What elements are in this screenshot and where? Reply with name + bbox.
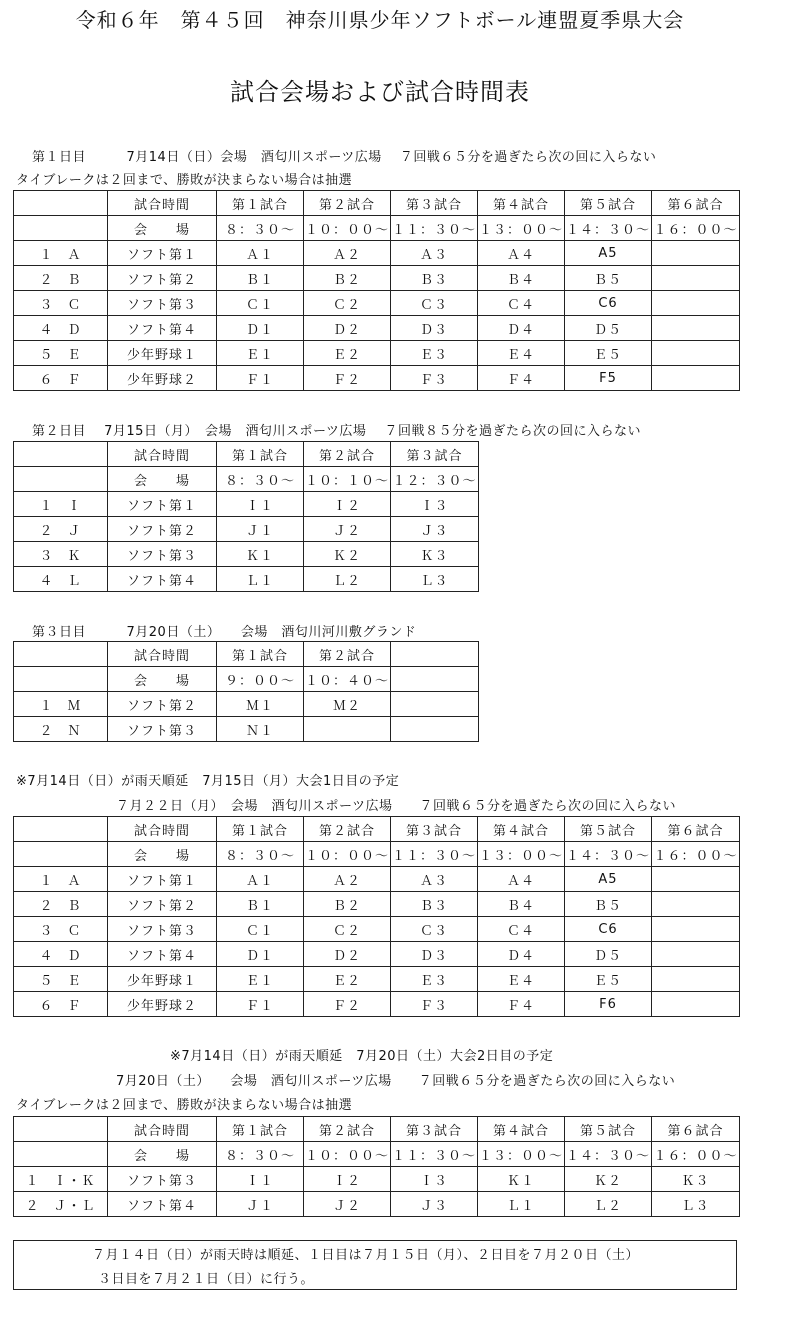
table-cell: 第１試合 [217, 1117, 304, 1142]
table-cell: ８：３０～ [217, 467, 304, 492]
table-cell: Ｋ１ [478, 1167, 565, 1192]
table-cell: 第２試合 [304, 1117, 391, 1142]
table-cell: ソフト第３ [108, 1167, 217, 1192]
table-row [14, 692, 479, 717]
table-cell: Ｆ２ [304, 366, 391, 391]
table-cell: ２ Ｎ [14, 717, 108, 742]
table-cell: ６ Ｆ [14, 366, 108, 391]
table-row [14, 492, 479, 517]
table-cell: Ｄ５ [565, 316, 652, 341]
table-cell [652, 291, 740, 316]
table-cell: Ｂ１ [217, 266, 304, 291]
table-cell: ソフト第２ [108, 892, 217, 917]
table-cell: Ｅ１ [217, 967, 304, 992]
table-cell: Ｃ２ [304, 917, 391, 942]
table-row [14, 992, 740, 1017]
table-cell: Ｊ２ [304, 517, 391, 542]
table-cell: Ｌ２ [565, 1192, 652, 1217]
table-cell: Ｄ１ [217, 316, 304, 341]
table-cell: Ｅ５ [565, 341, 652, 366]
table-cell: Ｅ３ [391, 341, 478, 366]
table-cell: Ｉ２ [304, 1167, 391, 1192]
table-row [14, 316, 740, 341]
table-cell [652, 867, 740, 892]
table-cell [652, 241, 740, 266]
table-cell [652, 316, 740, 341]
table-cell [652, 992, 740, 1017]
table-cell: 試合時間 [108, 817, 217, 842]
table-cell: 会 場 [108, 216, 217, 241]
table-cell: 第１試合 [217, 442, 304, 467]
table-cell: １４：３０～ [565, 216, 652, 241]
table-cell: 少年野球２ [108, 992, 217, 1017]
table-cell [14, 842, 108, 867]
table-cell [14, 642, 108, 667]
table-cell: 会 場 [108, 467, 217, 492]
table-cell: ソフト第１ [108, 867, 217, 892]
table-cell: 第４試合 [478, 817, 565, 842]
header-row-start-times [14, 216, 740, 241]
header-row-start-times [14, 467, 479, 492]
table-cell: ソフト第１ [108, 241, 217, 266]
day1-heading: 第１日目 7月14日（日）会場 酒匂川スポーツ広場 ７回戦６５分を過ぎたら次の回に入らない [32, 150, 657, 165]
table-cell: Ｂ４ [478, 266, 565, 291]
document-subtitle: 試合会場および試合時間表 [230, 78, 530, 106]
table-cell: 少年野球２ [108, 366, 217, 391]
table-row [14, 517, 479, 542]
table-row [14, 717, 479, 742]
table-cell: Ｂ２ [304, 266, 391, 291]
table-cell: 第６試合 [652, 817, 740, 842]
table-row [14, 542, 479, 567]
table-cell: Ｋ２ [565, 1167, 652, 1192]
table-cell: Ｂ４ [478, 892, 565, 917]
table-cell: Ｃ１ [217, 917, 304, 942]
table-cell [652, 917, 740, 942]
footer-note-line2: ３日目を７月２１日（日）に行う。 [98, 1272, 315, 1287]
table-cell: 試合時間 [108, 642, 217, 667]
header-row-times-label [14, 191, 740, 216]
table-cell: ソフト第４ [108, 567, 217, 592]
table-cell: ソフト第３ [108, 917, 217, 942]
table-cell: Ｆ４ [478, 992, 565, 1017]
table-cell: 第４試合 [478, 1117, 565, 1142]
table-cell: 第１試合 [217, 642, 304, 667]
table-cell: 第６試合 [652, 191, 740, 216]
table-cell: 第５試合 [565, 817, 652, 842]
table-cell: １０：００～ [304, 216, 391, 241]
table-cell: ソフト第２ [108, 266, 217, 291]
table-cell: 第１試合 [217, 191, 304, 216]
header-row-start-times [14, 842, 740, 867]
table-cell: 第１試合 [217, 817, 304, 842]
table-cell: １３：００～ [478, 1142, 565, 1167]
table-cell: ２ Ｊ・Ｌ [14, 1192, 108, 1217]
table-cell: Ｄ５ [565, 942, 652, 967]
table-cell: ソフト第４ [108, 942, 217, 967]
table-cell: Ｌ１ [217, 567, 304, 592]
table-cell: 第３試合 [391, 1117, 478, 1142]
table-row [14, 1192, 740, 1217]
table-cell: １３：００～ [478, 842, 565, 867]
day2-schedule-table [13, 441, 479, 592]
table-cell: Ａ１ [217, 867, 304, 892]
table-cell: ソフト第２ [108, 517, 217, 542]
table-cell: 会 場 [108, 842, 217, 867]
table-cell: Ｊ１ [217, 1192, 304, 1217]
header-row-times-label [14, 817, 740, 842]
rain2-note: ※7月14日（日）が雨天順延 7月20日（土）大会2日目の予定 [170, 1049, 554, 1064]
table-cell: ３ Ｃ [14, 917, 108, 942]
table-cell: Ａ１ [217, 241, 304, 266]
table-cell: Ｅ４ [478, 967, 565, 992]
table-row [14, 942, 740, 967]
table-cell: ソフト第３ [108, 542, 217, 567]
table-cell: Ｂ５ [565, 892, 652, 917]
table-cell: Ｌ３ [391, 567, 479, 592]
day3-schedule-table [13, 641, 479, 742]
day1-schedule-table [13, 190, 740, 391]
table-cell: Ｉ３ [391, 492, 479, 517]
table-cell: Ｃ３ [391, 291, 478, 316]
table-cell [14, 1142, 108, 1167]
table-cell: Ｄ２ [304, 316, 391, 341]
table-cell: 会 場 [108, 667, 217, 692]
table-cell: 第２試合 [304, 442, 391, 467]
table-cell: Ａ３ [391, 867, 478, 892]
table-cell: 試合時間 [108, 191, 217, 216]
table-cell: F6 [565, 992, 652, 1017]
table-cell: ８：３０～ [217, 1142, 304, 1167]
table-cell: Ｆ３ [391, 992, 478, 1017]
table-cell: Ｋ３ [652, 1167, 740, 1192]
table-cell: ２ Ｂ [14, 266, 108, 291]
table-cell [652, 892, 740, 917]
table-cell: 第５試合 [565, 191, 652, 216]
table-cell: Ｆ２ [304, 992, 391, 1017]
table-cell: １６：００～ [652, 842, 740, 867]
table-cell: １ Ｉ [14, 492, 108, 517]
table-cell [14, 1117, 108, 1142]
table-cell: １ Ａ [14, 867, 108, 892]
table-cell [391, 642, 479, 667]
document-title: 令和６年 第４５回 神奈川県少年ソフトボール連盟夏季県大会 [75, 8, 685, 32]
rain2-tiebreak-note: タイブレークは２回まで、勝敗が決まらない場合は抽選 [16, 1098, 353, 1113]
table-cell: Ｄ４ [478, 942, 565, 967]
table-cell: Ｉ３ [391, 1167, 478, 1192]
table-cell: ソフト第４ [108, 316, 217, 341]
table-cell [14, 667, 108, 692]
table-row [14, 567, 479, 592]
table-cell: Ｋ１ [217, 542, 304, 567]
table-cell [652, 942, 740, 967]
table-cell: Ｊ３ [391, 1192, 478, 1217]
table-row [14, 291, 740, 316]
header-row-times-label [14, 642, 479, 667]
table-cell: Ｆ４ [478, 366, 565, 391]
table-cell: ５ Ｅ [14, 967, 108, 992]
table-cell: A5 [565, 241, 652, 266]
table-cell: Ｎ１ [217, 717, 304, 742]
table-row [14, 266, 740, 291]
table-cell: Ｉ１ [217, 1167, 304, 1192]
table-cell: Ｂ２ [304, 892, 391, 917]
table-cell: 少年野球１ [108, 341, 217, 366]
table-cell: ８：３０～ [217, 216, 304, 241]
table-cell: １ Ｉ・Ｋ [14, 1167, 108, 1192]
table-cell: Ｆ３ [391, 366, 478, 391]
table-cell: Ｊ２ [304, 1192, 391, 1217]
table-row [14, 341, 740, 366]
table-cell: ５ Ｅ [14, 341, 108, 366]
table-cell: C6 [565, 291, 652, 316]
table-cell: Ａ３ [391, 241, 478, 266]
table-cell: 第２試合 [304, 191, 391, 216]
table-cell: Ｅ２ [304, 967, 391, 992]
day2-heading: 第２日目 7月15日（月） 会場 酒匂川スポーツ広場 ７回戦８５分を過ぎたら次の回に入らない [32, 424, 642, 439]
table-cell: 第２試合 [304, 817, 391, 842]
table-cell: １０：４０～ [304, 667, 391, 692]
table-cell: 第５試合 [565, 1117, 652, 1142]
table-cell: 試合時間 [108, 442, 217, 467]
table-cell: Ｅ３ [391, 967, 478, 992]
table-cell: １２：３０～ [391, 467, 479, 492]
table-cell: Ｃ４ [478, 291, 565, 316]
table-cell: Ｄ１ [217, 942, 304, 967]
table-cell: ６ Ｆ [14, 992, 108, 1017]
table-cell [391, 667, 479, 692]
header-row-start-times [14, 1142, 740, 1167]
table-cell: １６：００～ [652, 1142, 740, 1167]
footer-note-line1: ７月１４日（日）が雨天時は順延、１日目は７月１５日（月）、２日目を７月２０日（土） [92, 1248, 640, 1263]
table-cell: Ｌ１ [478, 1192, 565, 1217]
table-row [14, 366, 740, 391]
table-cell: 会 場 [108, 1142, 217, 1167]
table-cell: Ａ４ [478, 241, 565, 266]
table-cell: ソフト第３ [108, 291, 217, 316]
header-row-times-label [14, 442, 479, 467]
table-row [14, 241, 740, 266]
day1-tiebreak-note: タイブレークは２回まで、勝敗が決まらない場合は抽選 [16, 173, 353, 188]
table-cell: A5 [565, 867, 652, 892]
table-cell [652, 967, 740, 992]
table-cell: Ｄ２ [304, 942, 391, 967]
table-cell: ４ Ｌ [14, 567, 108, 592]
table-cell: １０：００～ [304, 842, 391, 867]
rain1-heading: ７月２２日（月） 会場 酒匂川スポーツ広場 ７回戦６５分を過ぎたら次の回に入らない [116, 799, 676, 814]
table-cell [14, 191, 108, 216]
table-cell: ３ Ｃ [14, 291, 108, 316]
table-cell: １１：３０～ [391, 1142, 478, 1167]
table-cell: Ｍ１ [217, 692, 304, 717]
table-row [14, 892, 740, 917]
table-cell: Ｅ５ [565, 967, 652, 992]
table-cell: Ｅ４ [478, 341, 565, 366]
table-cell: １１：３０～ [391, 216, 478, 241]
table-cell: ２ Ｊ [14, 517, 108, 542]
table-cell: ソフト第３ [108, 717, 217, 742]
table-row [14, 967, 740, 992]
table-cell: Ｄ４ [478, 316, 565, 341]
table-cell: Ｄ３ [391, 942, 478, 967]
table-cell: F5 [565, 366, 652, 391]
table-cell: Ｃ２ [304, 291, 391, 316]
header-row-times-label [14, 1117, 740, 1142]
table-cell: Ａ２ [304, 241, 391, 266]
table-cell [391, 692, 479, 717]
rain1-note: ※7月14日（日）が雨天順延 7月15日（月）大会1日目の予定 [16, 774, 400, 789]
table-cell [14, 442, 108, 467]
table-cell: Ｂ３ [391, 892, 478, 917]
table-cell: Ｂ５ [565, 266, 652, 291]
table-cell: 第３試合 [391, 191, 478, 216]
table-cell [14, 467, 108, 492]
table-cell: Ｉ１ [217, 492, 304, 517]
table-cell: Ｅ２ [304, 341, 391, 366]
table-cell: ３ Ｋ [14, 542, 108, 567]
table-cell: Ａ２ [304, 867, 391, 892]
table-cell: Ｉ２ [304, 492, 391, 517]
table-cell: １４：３０～ [565, 1142, 652, 1167]
table-cell: ８：３０～ [217, 842, 304, 867]
table-cell: ソフト第１ [108, 492, 217, 517]
table-cell: 第３試合 [391, 442, 479, 467]
table-cell: Ｅ１ [217, 341, 304, 366]
table-cell: ４ Ｄ [14, 316, 108, 341]
table-cell: 第４試合 [478, 191, 565, 216]
table-cell: 少年野球１ [108, 967, 217, 992]
table-cell: Ｃ１ [217, 291, 304, 316]
table-cell: Ｊ１ [217, 517, 304, 542]
table-cell: Ｆ１ [217, 992, 304, 1017]
table-cell [304, 717, 391, 742]
table-cell: 第６試合 [652, 1117, 740, 1142]
table-cell: 第３試合 [391, 817, 478, 842]
table-cell [652, 266, 740, 291]
table-cell: Ｃ３ [391, 917, 478, 942]
table-cell: Ａ４ [478, 867, 565, 892]
table-cell: Ｌ２ [304, 567, 391, 592]
table-cell: ソフト第２ [108, 692, 217, 717]
table-cell: １０：００～ [304, 1142, 391, 1167]
table-cell: ４ Ｄ [14, 942, 108, 967]
table-cell: １０：１０～ [304, 467, 391, 492]
table-cell: Ｋ２ [304, 542, 391, 567]
table-cell: Ｂ１ [217, 892, 304, 917]
table-row [14, 1167, 740, 1192]
rain2-schedule-table [13, 1116, 740, 1217]
rain1-schedule-table [13, 816, 740, 1017]
table-cell: 第２試合 [304, 642, 391, 667]
table-cell: １ Ｍ [14, 692, 108, 717]
day3-heading: 第３日目 7月20日（土） 会場 酒匂川河川敷グランド [32, 625, 417, 640]
table-cell [652, 366, 740, 391]
table-cell: Ｂ３ [391, 266, 478, 291]
table-cell: Ｆ１ [217, 366, 304, 391]
table-cell: ２ Ｂ [14, 892, 108, 917]
table-cell [14, 817, 108, 842]
table-cell: Ｊ３ [391, 517, 479, 542]
table-cell [14, 216, 108, 241]
table-cell: Ｌ３ [652, 1192, 740, 1217]
table-row [14, 867, 740, 892]
table-row [14, 917, 740, 942]
header-row-start-times [14, 667, 479, 692]
table-cell [391, 717, 479, 742]
table-cell: C6 [565, 917, 652, 942]
table-cell: １ Ａ [14, 241, 108, 266]
table-cell: Ｄ３ [391, 316, 478, 341]
table-cell: １６：００～ [652, 216, 740, 241]
table-cell: Ｃ４ [478, 917, 565, 942]
table-cell: Ｋ３ [391, 542, 479, 567]
table-cell: １１：３０～ [391, 842, 478, 867]
table-cell: ソフト第４ [108, 1192, 217, 1217]
footer-note-box [13, 1240, 737, 1290]
table-cell: １３：００～ [478, 216, 565, 241]
table-cell: １４：３０～ [565, 842, 652, 867]
table-cell [652, 341, 740, 366]
table-cell: ９：００～ [217, 667, 304, 692]
table-cell: 試合時間 [108, 1117, 217, 1142]
table-cell: Ｍ２ [304, 692, 391, 717]
rain2-heading: 7月20日（土） 会場 酒匂川スポーツ広場 ７回戦６５分を過ぎたら次の回に入らない [116, 1074, 676, 1089]
